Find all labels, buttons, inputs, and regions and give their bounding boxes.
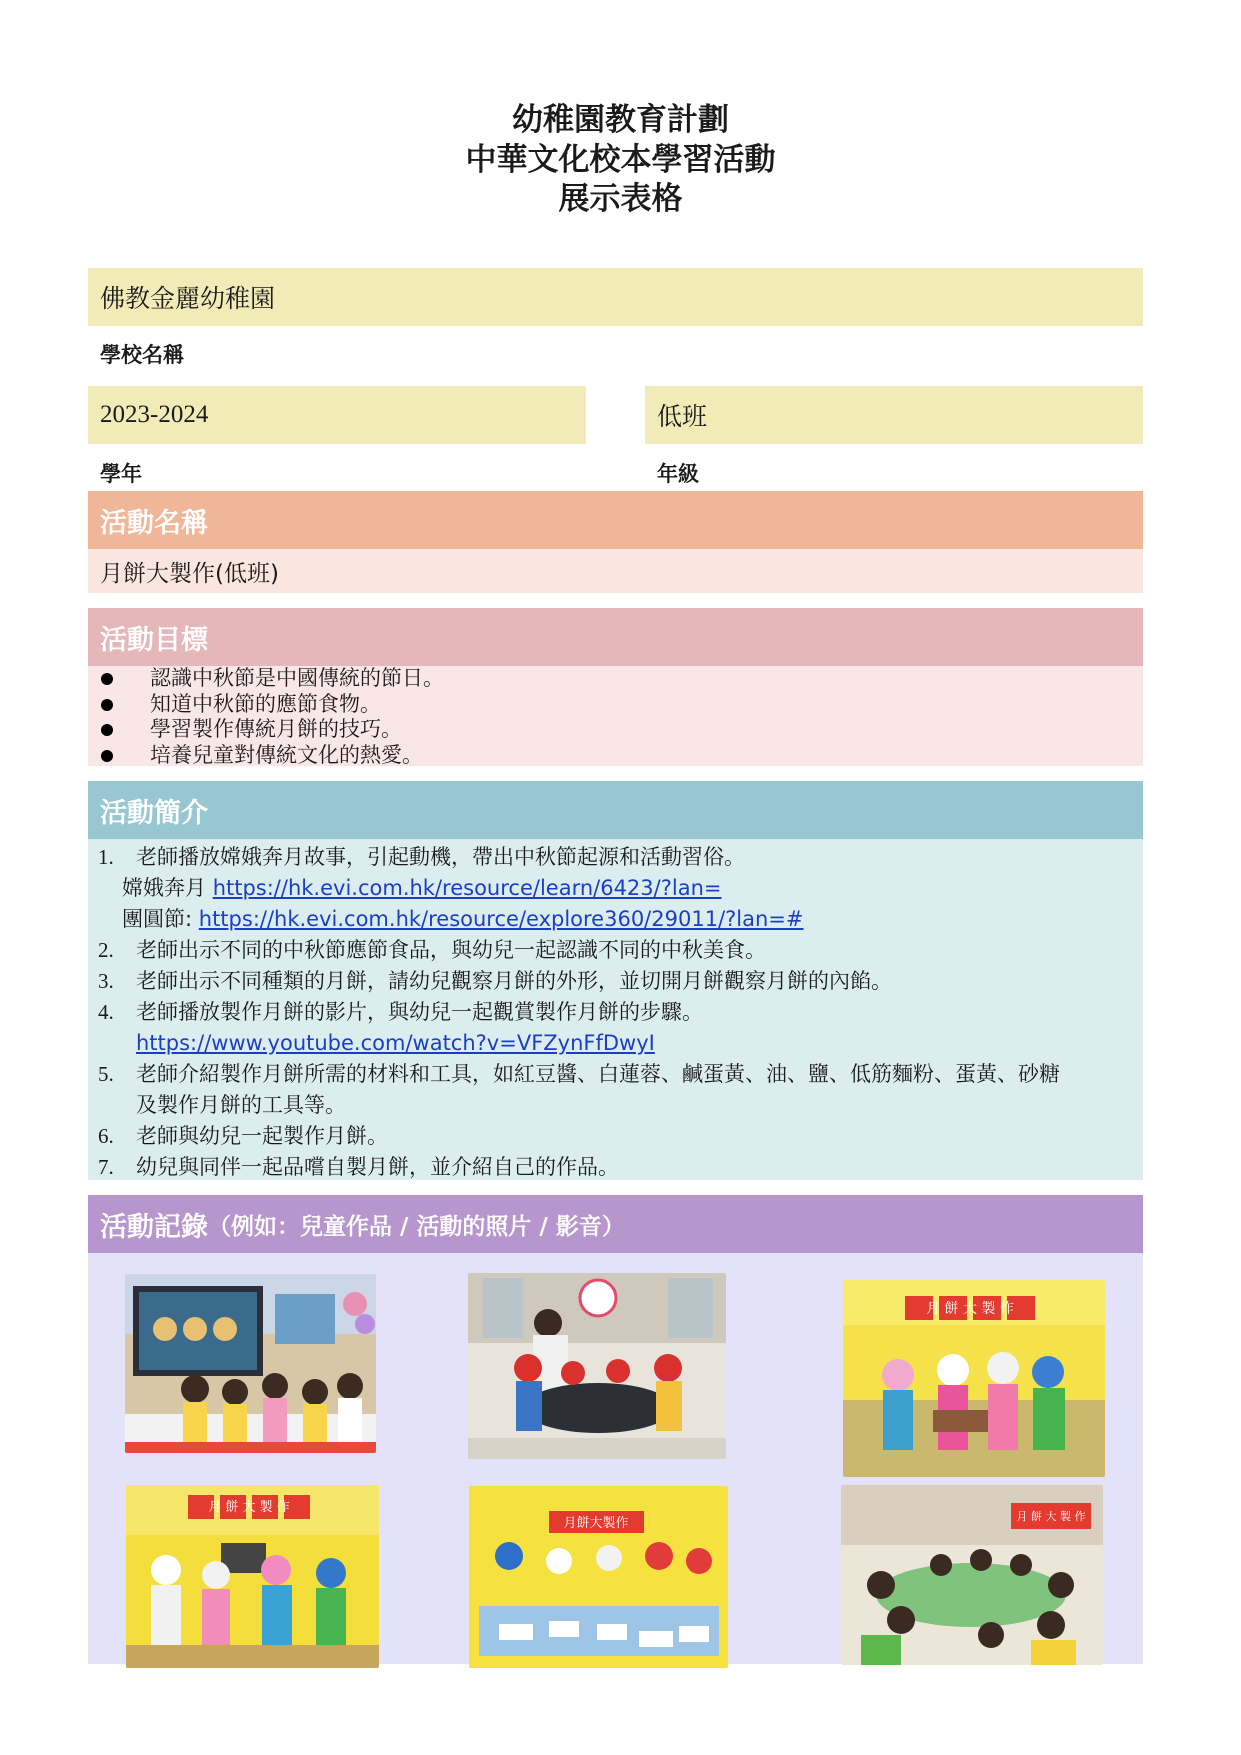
intro-step: 6. 老師與幼兒一起製作月餅。 <box>98 1124 388 1148</box>
activity-name-heading: 活動名稱 <box>88 491 1143 549</box>
banner-sign-text: 月 餅 大 製 作 <box>1016 1510 1086 1523</box>
objective-item: 知道中秋節的應節食物。 <box>88 692 1143 718</box>
bullet-icon <box>101 724 113 736</box>
intro-heading: 活動簡介 <box>88 781 1143 839</box>
grade-label: 年級 <box>657 462 699 486</box>
school-name-field: 佛教金麗幼稚園 <box>88 268 1143 326</box>
records-heading <box>88 1195 1143 1253</box>
bullet-icon <box>101 673 113 685</box>
intro-panel <box>88 839 1143 1180</box>
objectives-heading: 活動目標 <box>88 608 1143 666</box>
activity-photo <box>126 1485 379 1668</box>
objective-item: 學習製作傳統月餅的技巧。 <box>88 717 1143 743</box>
bullet-icon <box>101 699 113 711</box>
intro-step-link-line <box>88 1028 1143 1059</box>
intro-step-link-line: 團圓節: https://hk.evi.com.hk/resource/explore360/29011/?lan=# <box>122 907 804 931</box>
activity-photo <box>468 1273 726 1459</box>
story-video-link[interactable]: https://hk.evi.com.hk/resource/learn/6423/?lan= <box>212 876 722 900</box>
activity-name-value: 月餅大製作(低班) <box>88 549 1143 593</box>
objectives-list-panel <box>88 666 1143 766</box>
grade-field: 低班 <box>645 386 1143 444</box>
objective-item: 認識中秋節是中國傳統的節日。 <box>88 666 1143 692</box>
intro-step-continuation: 及製作月餅的工具等。 <box>136 1093 346 1117</box>
banner-sign-text: 月餅大製作 <box>563 1516 629 1531</box>
school-year-field: 2023-2024 <box>88 386 586 444</box>
intro-step: 3. 老師出示不同種類的月餅，請幼兒觀察月餅的外形，並切開月餅觀察月餅的內餡。 <box>98 969 892 993</box>
intro-step: 5. 老師介紹製作月餅所需的材料和工具，如紅豆醬、白蓮蓉、鹹蛋黃、油、鹽、低筋麵粉、蛋黃、砂糖 <box>98 1062 1060 1086</box>
activity-photo <box>841 1485 1103 1665</box>
banner-sign-text: 月 餅 大 製 作 <box>208 1500 290 1515</box>
objectives-list <box>88 666 1143 768</box>
school-year-label: 學年 <box>100 462 142 486</box>
intro-step: 2. 老師出示不同的中秋節應節食品，與幼兒一起認識不同的中秋美食。 <box>98 938 766 962</box>
activity-photo <box>843 1280 1105 1477</box>
bullet-icon <box>101 750 113 762</box>
form-title-line-2: 中華文化校本學習活動 <box>465 142 776 178</box>
youtube-mooncake-link[interactable]: https://www.youtube.com/watch?v=VFZynFfDwyI <box>136 1031 655 1055</box>
school-name-label: 學校名稱 <box>100 343 184 367</box>
objective-item: 培養兒童對傳統文化的熱愛。 <box>88 743 1143 769</box>
records-heading-note: （例如：兒童作品 / 活動的照片 / 影音） <box>208 1213 625 1240</box>
activity-photo <box>469 1486 728 1668</box>
intro-steps-list <box>88 842 1143 1183</box>
activity-photo <box>125 1274 376 1453</box>
form-title-line-1: 幼稚園教育計劃 <box>512 102 729 138</box>
intro-step: 1. 老師播放嫦娥奔月故事，引起動機，帶出中秋節起源和活動習俗。 <box>98 845 745 869</box>
records-heading-text: 活動記錄 <box>100 1211 208 1243</box>
festival-360-link[interactable]: https://hk.evi.com.hk/resource/explore360/29011/?lan=# <box>198 907 804 931</box>
intro-step-link-line: 嫦娥奔月 https://hk.evi.com.hk/resource/learn/6423/?lan= <box>122 876 722 900</box>
intro-step: 4. 老師播放製作月餅的影片，與幼兒一起觀賞製作月餅的步驟。 <box>98 1000 703 1024</box>
form-title-line-3: 展示表格 <box>558 181 683 217</box>
intro-step: 7. 幼兒與同伴一起品嚐自製月餅，並介紹自己的作品。 <box>98 1155 619 1179</box>
banner-sign-text: 月 餅 大 製 作 <box>926 1301 1014 1317</box>
